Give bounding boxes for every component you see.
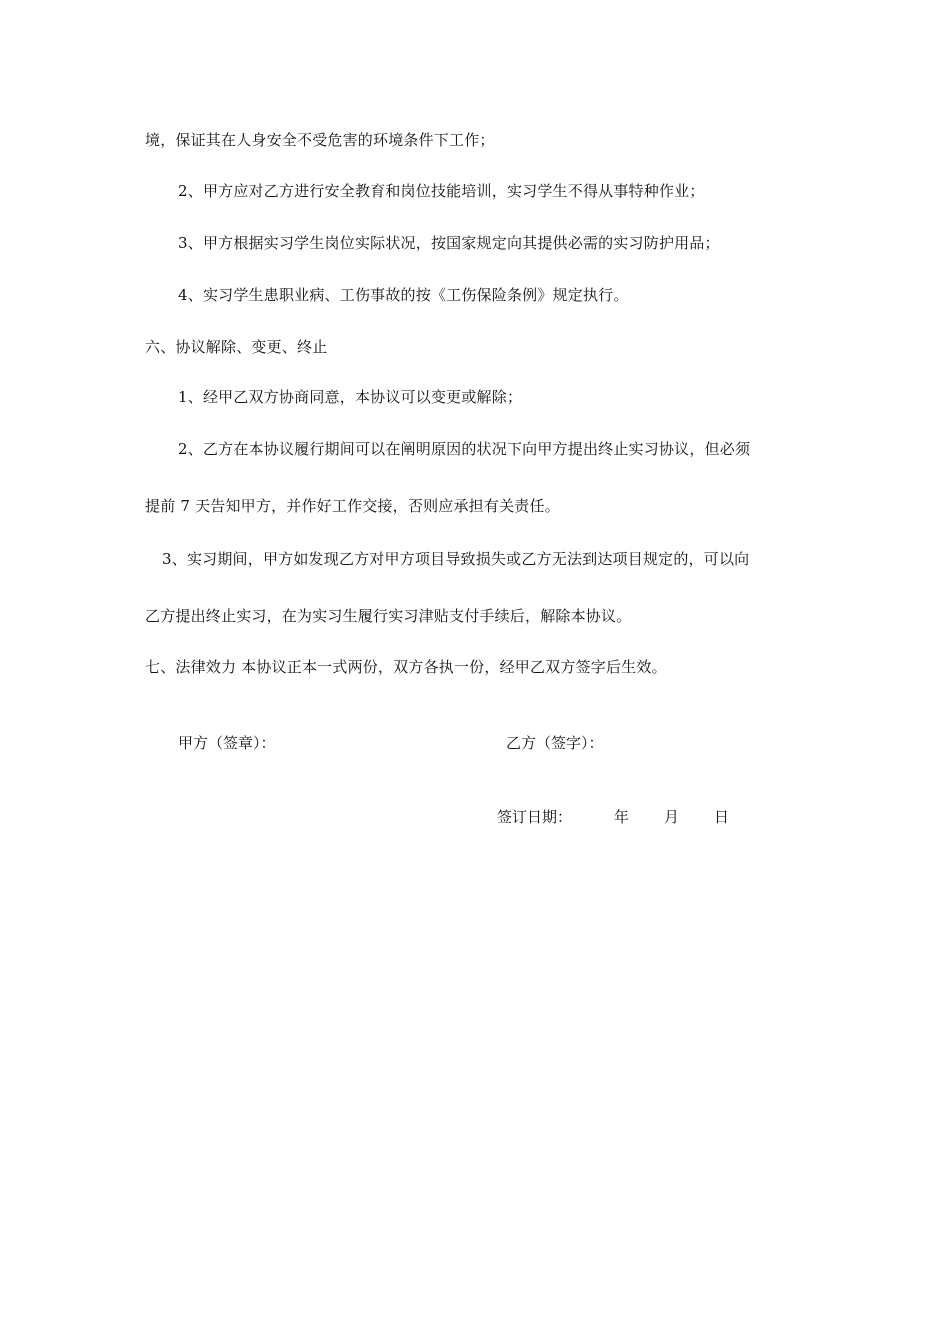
paragraph-line: 乙方提出终止实习，在为实习生履行实习津贴支付手续后，解除本协议。 xyxy=(145,607,632,625)
paragraph-line: 提前 7 天告知甲方，并作好工作交接，否则应承担有关责任。 xyxy=(145,497,560,515)
date-year: 年 xyxy=(614,808,630,826)
paragraph-line: 3、甲方根据实习学生岗位实际状况，按国家规定向其提供必需的实习防护用品； xyxy=(178,234,720,252)
signing-date-label: 签订日期： xyxy=(497,808,573,826)
paragraph-line: 3、实习期间，甲方如发现乙方对甲方项目导致损失或乙方无法到达项目规定的，可以向 xyxy=(162,550,750,568)
section-heading: 六、协议解除、变更、终止 xyxy=(145,338,328,356)
paragraph-line: 1、经甲乙双方协商同意，本协议可以变更或解除； xyxy=(178,388,523,406)
paragraph-line: 境，保证其在人身安全不受危害的环境条件下工作； xyxy=(145,131,495,149)
party-b-signature-label: 乙方（签字）： xyxy=(506,734,604,752)
date-month: 月 xyxy=(664,808,680,826)
paragraph-line: 2、乙方在本协议履行期间可以在阐明原因的状况下向甲方提出终止实习协议，但必须 xyxy=(178,440,751,458)
section-heading: 七、法律效力 本协议正本一式两份，双方各执一份，经甲乙双方签字后生效。 xyxy=(145,658,667,676)
paragraph-line: 4、实习学生患职业病、工伤事故的按《工伤保险条例》规定执行。 xyxy=(178,286,629,304)
party-a-signature-label: 甲方（签章）： xyxy=(178,734,276,752)
date-day: 日 xyxy=(714,808,730,826)
paragraph-line: 2、甲方应对乙方进行安全教育和岗位技能培训，实习学生不得从事特种作业； xyxy=(178,182,705,200)
